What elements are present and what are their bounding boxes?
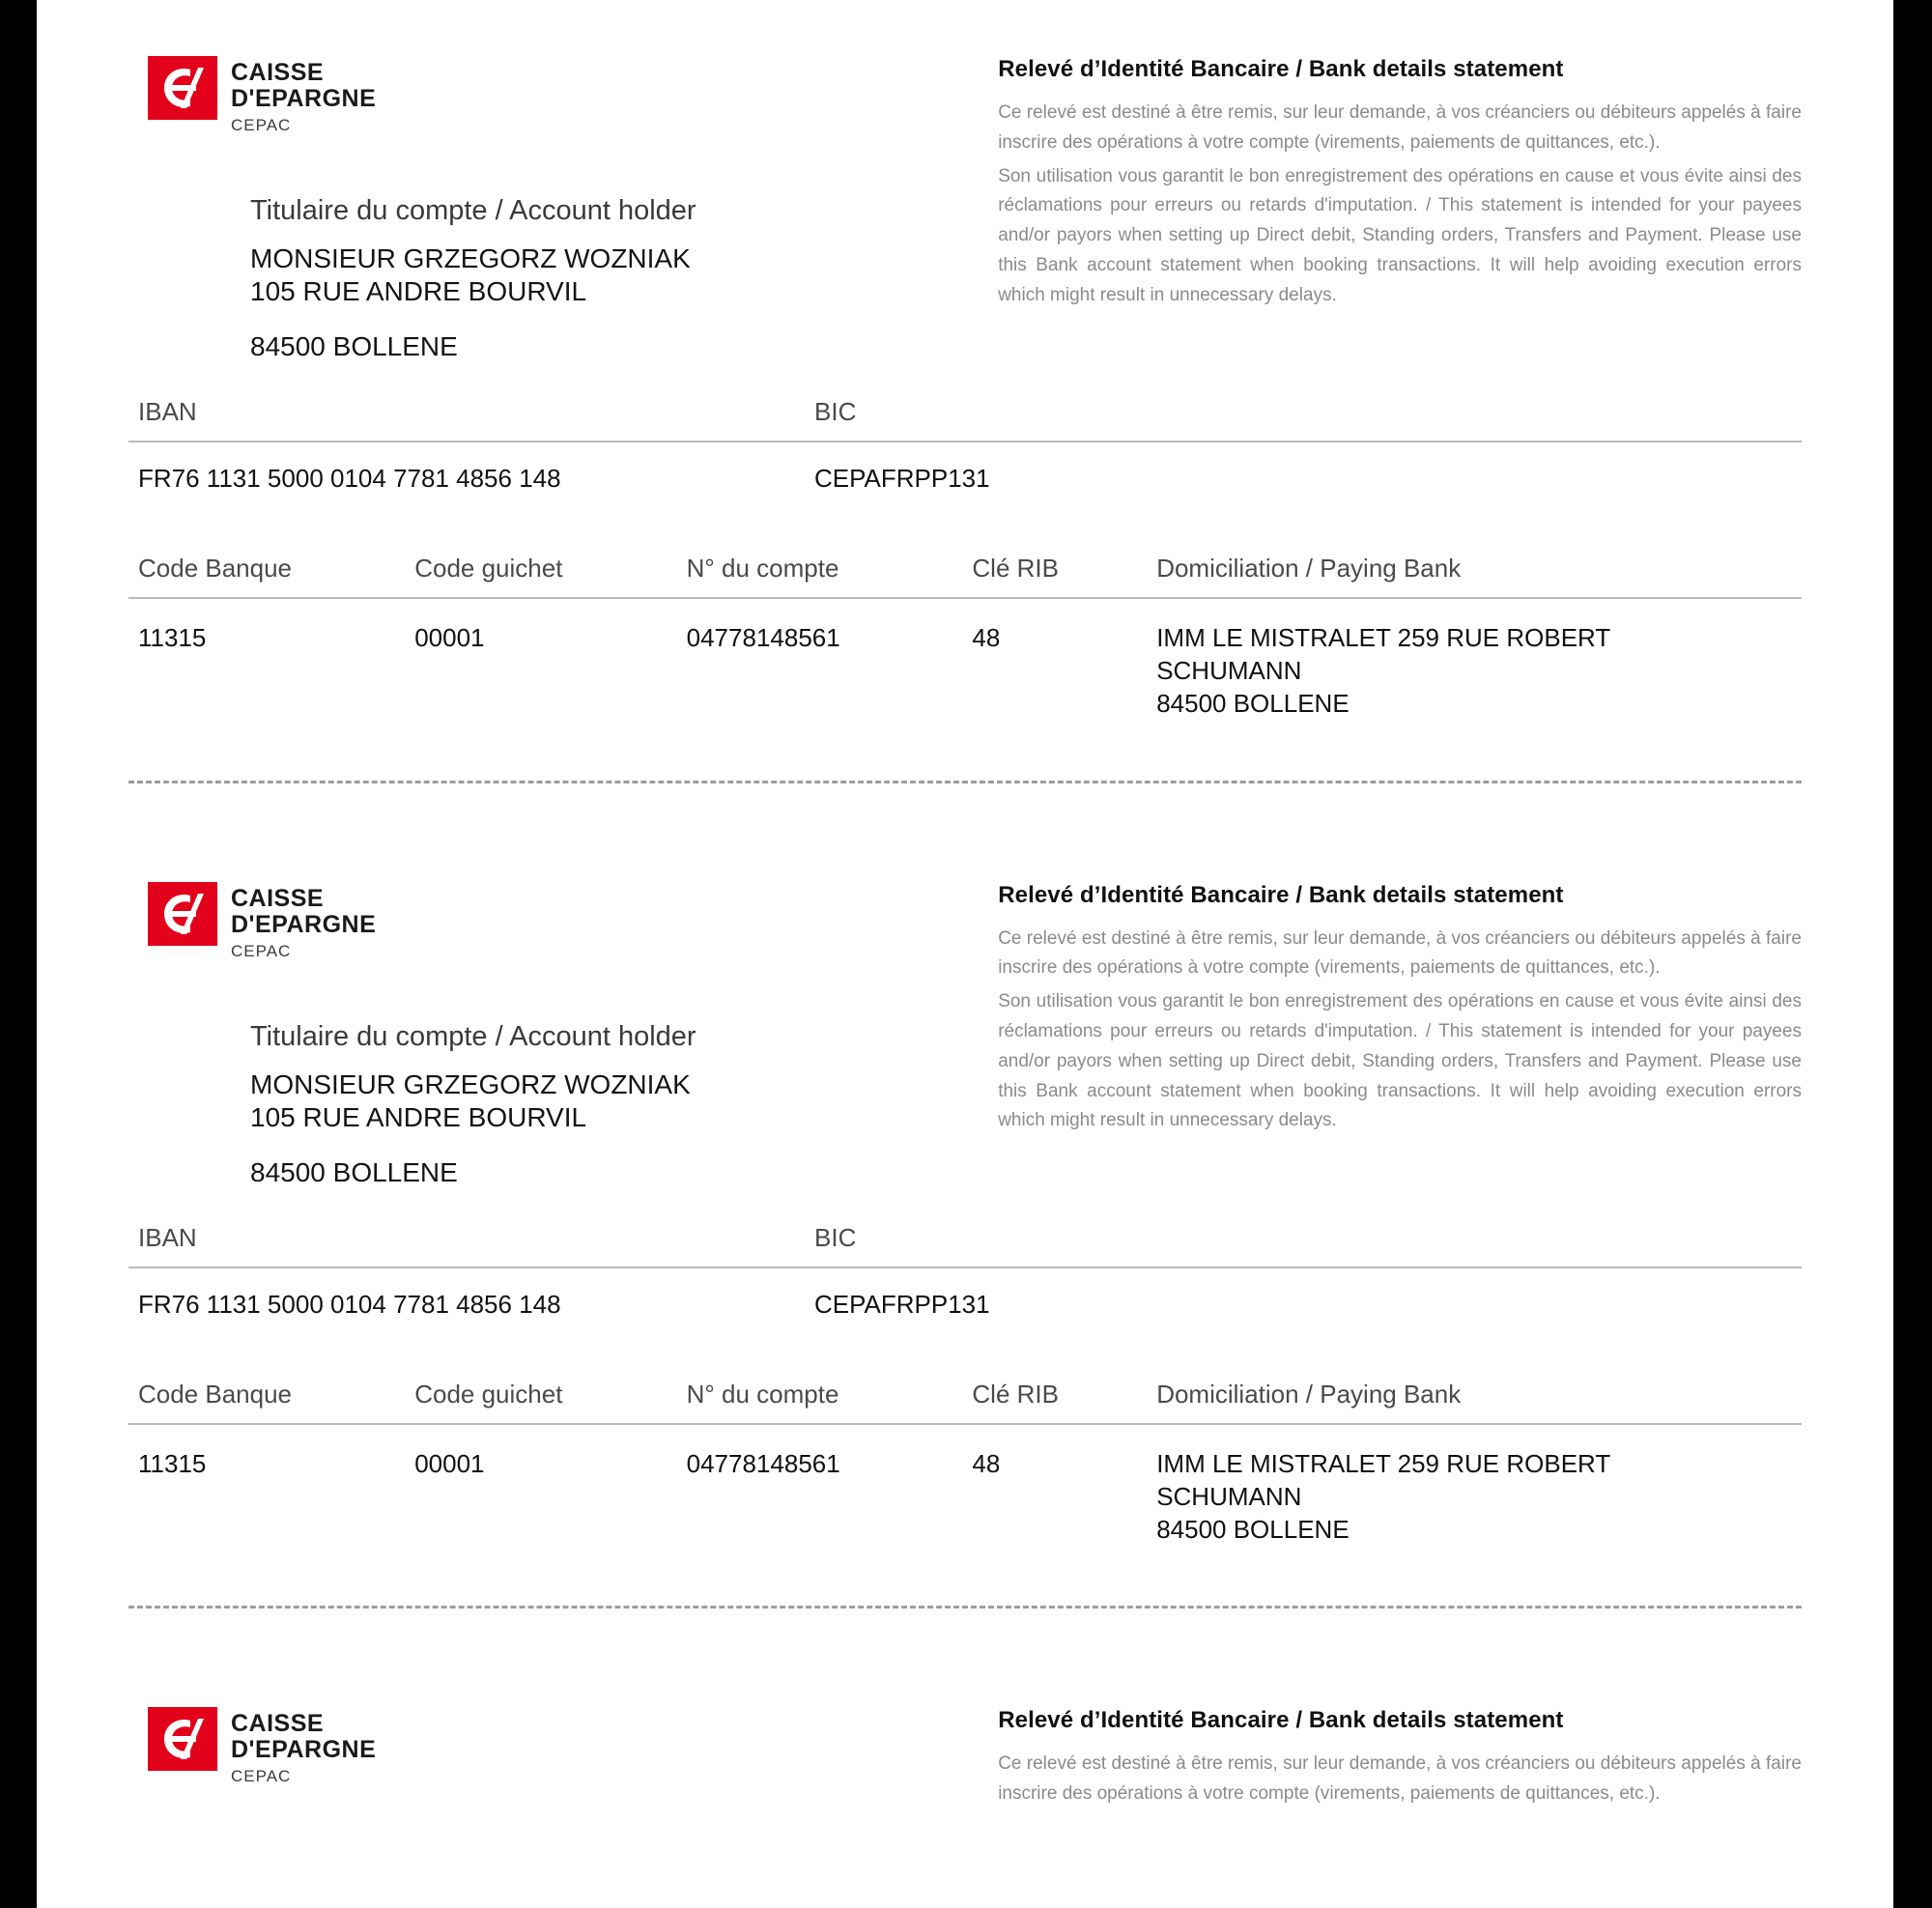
rib-table-row [128, 622, 1802, 720]
rib-table-divider [128, 1423, 1802, 1425]
rib-table-header [128, 1380, 1802, 1410]
notice-paragraph-1: Ce relevé est destiné à être remis, sur leur demande, à vos créanciers ou débiteurs appelés à faire inscrire des opérations à votre compte (virements, paiements de quittances, etc.). [998, 927, 1802, 979]
notice-block [998, 0, 1802, 310]
document-page [37, 0, 1893, 1908]
iban-label: IBAN [138, 1223, 197, 1253]
notice-title: Relevé d’Identité Bancaire / Bank details statement [998, 1707, 1564, 1734]
bank-name-line-2: D'EPARGNE [231, 85, 377, 112]
notice-title: Relevé d’Identité Bancaire / Bank details statement [998, 56, 1564, 82]
account-holder-street: 105 RUE ANDRE BOURVIL [250, 1101, 587, 1132]
domiciliation-line-1: IMM LE MISTRALET 259 RUE ROBERT [1156, 623, 1611, 653]
rib-table-header [128, 554, 1802, 584]
bic-value: CEPAFRPP131 [814, 1290, 990, 1320]
bic-label: BIC [814, 1223, 857, 1253]
rib-header [128, 1651, 1802, 1809]
notice-paragraph-2: Son utilisation vous garantit le bon enregistrement des opérations en cause et vous évite ainsi des réclamations pour erreurs ou retards d'imputation. / This statement is intended for your payees and/or payors when setting up Direct debit, Standing orders, Transfers and Payment. Please use this Bank account statement when booking transactions. It will help avoiding execution errors which might result in unnecessary delays. [998, 165, 1802, 305]
bank-region-label: CEPAC [231, 1767, 292, 1786]
caisse-epargne-logo-icon [148, 1707, 217, 1771]
rib-copy-2 [37, 826, 1893, 1547]
bank-wordmark [231, 56, 376, 135]
account-holder-label: Titulaire du compte / Account holder [250, 195, 696, 226]
numero-compte-value: 04778148561 [686, 623, 840, 653]
notice-paragraph-1: Ce relevé est destiné à être remis, sur leur demande, à vos créanciers ou débiteurs appelés à faire inscrire des opérations à votre compte (virements, paiements de quittances, etc.). [998, 1753, 1802, 1805]
numero-compte-header: N° du compte [686, 554, 839, 584]
notice-paragraph-1: Ce relevé est destiné à être remis, sur leur demande, à vos créanciers ou débiteurs appelés à faire inscrire des opérations à votre compte (virements, paiements de quittances, etc.). [998, 102, 1802, 153]
cle-rib-value: 48 [972, 1449, 1001, 1479]
code-guichet-value: 00001 [414, 623, 485, 653]
bank-name-line-1: CAISSE [231, 59, 325, 86]
bic-value: CEPAFRPP131 [814, 464, 990, 494]
iban-divider [128, 441, 1802, 442]
rib-header [128, 0, 1802, 362]
rib-copy-3 [37, 1651, 1893, 1809]
iban-value: FR76 1131 5000 0104 7781 4856 148 [138, 464, 561, 494]
account-holder-street: 105 RUE ANDRE BOURVIL [250, 276, 587, 307]
domiciliation-header: Domiciliation / Paying Bank [1156, 1380, 1462, 1410]
iban-value: FR76 1131 5000 0104 7781 4856 148 [138, 1290, 561, 1320]
cle-rib-header: Clé RIB [972, 1380, 1059, 1410]
domiciliation-line-3: 84500 BOLLENE [1156, 1514, 1350, 1544]
code-guichet-header: Code guichet [414, 1380, 563, 1410]
bank-name-line-1: CAISSE [231, 884, 325, 912]
notice-block [998, 1651, 1802, 1809]
rib-copy-1 [37, 0, 1893, 721]
caisse-epargne-logo-icon [148, 882, 217, 946]
domiciliation-value [1156, 1448, 1802, 1546]
iban-divider [128, 1267, 1802, 1268]
domiciliation-line-2: SCHUMANN [1156, 1481, 1302, 1511]
caisse-epargne-logo-icon [148, 56, 217, 120]
rib-header [128, 826, 1802, 1188]
iban-bic-value-row [128, 1290, 1802, 1320]
spacer-1 [37, 783, 1893, 826]
rib-table-row [128, 1448, 1802, 1546]
code-banque-header: Code Banque [138, 1380, 293, 1410]
notice-paragraph-2: Son utilisation vous garantit le bon enregistrement des opérations en cause et vous évite ainsi des réclamations pour erreurs ou retards d'imputation. / This statement is intended for your payees and/or payors when setting up Direct debit, Standing orders, Transfers and Payment. Please use this Bank account statement when booking transactions. It will help avoiding execution errors which might result in unnecessary delays. [998, 991, 1802, 1131]
code-guichet-value: 00001 [414, 1449, 485, 1479]
account-holder-name: MONSIEUR GRZEGORZ WOZNIAK [250, 1068, 691, 1099]
iban-bic-header-row [128, 1223, 1802, 1253]
code-banque-value: 11315 [138, 623, 207, 653]
account-holder-block [250, 195, 998, 362]
account-holder-city: 84500 BOLLENE [250, 331, 458, 362]
bank-name-line-2: D'EPARGNE [231, 1736, 377, 1764]
account-holder-label: Titulaire du compte / Account holder [250, 1020, 696, 1052]
bank-region-label: CEPAC [231, 116, 292, 134]
account-holder-city: 84500 BOLLENE [250, 1157, 458, 1188]
domiciliation-header: Domiciliation / Paying Bank [1156, 554, 1462, 584]
spacer-2 [37, 1609, 1893, 1651]
iban-label: IBAN [138, 397, 197, 427]
iban-bic-header-row [128, 397, 1802, 427]
bank-wordmark [231, 882, 376, 961]
bic-label: BIC [814, 397, 857, 427]
bank-name-line-2: D'EPARGNE [231, 910, 377, 938]
rib-table-divider [128, 597, 1802, 599]
code-banque-header: Code Banque [138, 554, 293, 584]
numero-compte-value: 04778148561 [686, 1449, 840, 1479]
bank-wordmark [231, 1707, 376, 1786]
bank-identity-block [128, 826, 998, 1188]
cle-rib-value: 48 [972, 623, 1001, 653]
iban-bic-value-row [128, 464, 1802, 494]
account-holder-block [250, 1021, 998, 1188]
numero-compte-header: N° du compte [686, 1380, 839, 1410]
bank-name-line-1: CAISSE [231, 1710, 325, 1738]
domiciliation-line-2: SCHUMANN [1156, 656, 1302, 686]
bank-identity-block [128, 0, 998, 362]
notice-block [998, 826, 1802, 1136]
bank-region-label: CEPAC [231, 941, 292, 960]
account-holder-name: MONSIEUR GRZEGORZ WOZNIAK [250, 243, 691, 273]
bank-identity-block [128, 1651, 998, 1786]
domiciliation-value [1156, 622, 1802, 720]
domiciliation-line-3: 84500 BOLLENE [1156, 688, 1350, 718]
cle-rib-header: Clé RIB [972, 554, 1059, 584]
code-banque-value: 11315 [138, 1449, 207, 1479]
code-guichet-header: Code guichet [414, 554, 563, 584]
domiciliation-line-1: IMM LE MISTRALET 259 RUE ROBERT [1156, 1449, 1611, 1479]
notice-title: Relevé d’Identité Bancaire / Bank details statement [998, 881, 1564, 908]
